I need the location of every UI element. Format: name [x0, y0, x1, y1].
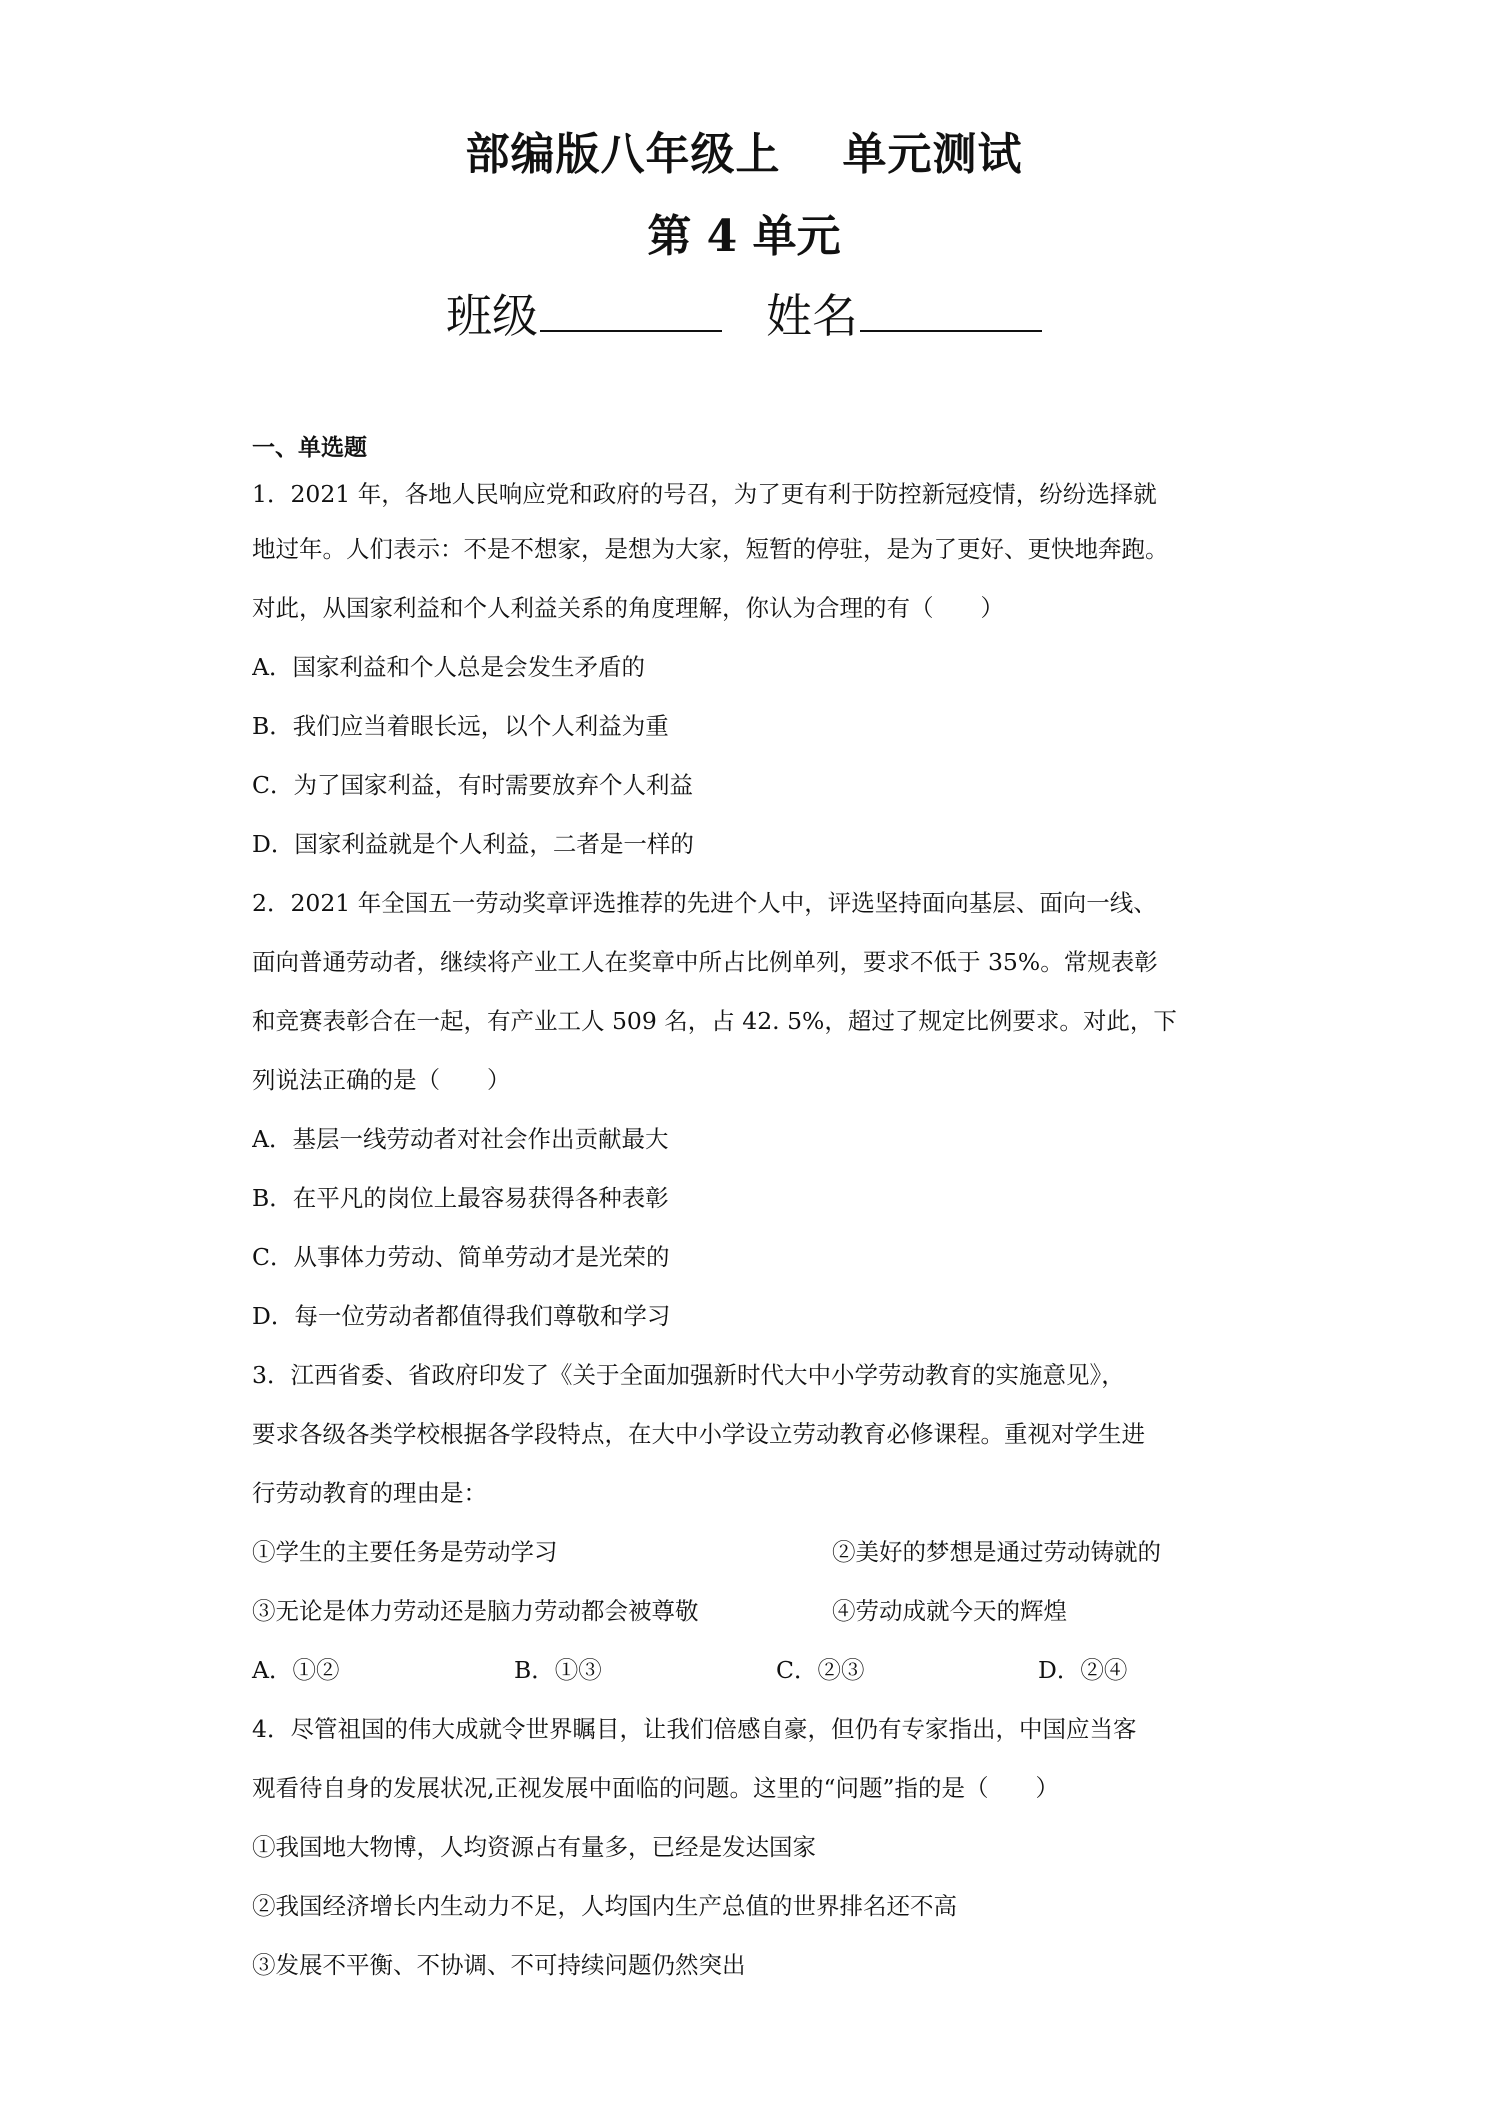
- statement-3: ③无论是体力劳动还是脑力劳动都会被尊敬: [252, 1597, 699, 1625]
- option-c: C．②③: [776, 1656, 865, 1684]
- option-a: A．基层一线劳动者对社会作出贡献最大: [252, 1125, 669, 1153]
- question-text-line: 面向普通劳动者，继续将产业工人在奖章中所占比例单列，要求不低于 35%。常规表彰: [252, 948, 1158, 976]
- option-b: B．①③: [514, 1656, 602, 1684]
- question-text-line: 行劳动教育的理由是：: [252, 1479, 487, 1507]
- unit-title: 第 4 单元: [647, 211, 841, 262]
- statement-4: ④劳动成就今天的辉煌: [832, 1597, 1067, 1625]
- title-grade: 部编版八年级上: [465, 129, 781, 180]
- name-label: 姓名: [766, 289, 858, 343]
- question-text-line: 2．2021 年全国五一劳动奖章评选推荐的先进个人中，评选坚持面向基层、面向一线、: [252, 889, 1157, 917]
- title-test: 单元测试: [842, 129, 1023, 180]
- statement-row: [252, 1582, 1250, 1641]
- question-text-line: 地过年。人们表示：不是不想家，是想为大家，短暂的停驻，是为了更好、更快地奔跑。: [252, 535, 1169, 563]
- statement-1: ①学生的主要任务是劳动学习: [252, 1538, 558, 1566]
- question-3: [252, 1346, 1250, 1700]
- question-text-line: 要求各级各类学校根据各学段特点，在大中小学设立劳动教育必修课程。重视对学生进: [252, 1420, 1145, 1448]
- option-row: [252, 1641, 1250, 1700]
- question-2: [252, 874, 1250, 1346]
- student-info: [0, 280, 1488, 346]
- class-blank[interactable]: [540, 290, 722, 332]
- statement-2: ②我国经济增长内生动力不足，人均国内生产总值的世界排名还不高: [252, 1892, 957, 1920]
- statement-row: [252, 1523, 1250, 1582]
- section-title: 一、单选题: [252, 434, 367, 461]
- statement-3: ③发展不平衡、不协调、不可持续问题仍然突出: [252, 1951, 746, 1979]
- option-d: D．②④: [1038, 1656, 1128, 1684]
- class-label: 班级: [446, 289, 538, 343]
- option-b: B．在平凡的岗位上最容易获得各种表彰: [252, 1184, 669, 1212]
- option-c: C．为了国家利益，有时需要放弃个人利益: [252, 771, 693, 799]
- questions: [252, 428, 1250, 1995]
- question-text-line: 列说法正确的是（ ）: [252, 1066, 511, 1094]
- exam-title: [0, 118, 1488, 182]
- option-a: A．①②: [252, 1656, 340, 1684]
- name-blank[interactable]: [860, 290, 1042, 332]
- question-text-line: 3．江西省委、省政府印发了《关于全面加强新时代大中小学劳动教育的实施意见》，: [252, 1361, 1125, 1389]
- statement-2: ②美好的梦想是通过劳动铸就的: [832, 1538, 1161, 1566]
- statement-1: ①我国地大物博，人均资源占有量多，已经是发达国家: [252, 1833, 816, 1861]
- question-4: [252, 1700, 1250, 1995]
- question-text-line: 4．尽管祖国的伟大成就令世界瞩目，让我们倍感自豪，但仍有专家指出，中国应当客: [252, 1715, 1137, 1743]
- option-a: A．国家利益和个人总是会发生矛盾的: [252, 653, 645, 681]
- question-text-line: 观看待自身的发展状况,正视发展中面临的问题。这里的“问题”指的是（ ）: [252, 1774, 1059, 1802]
- option-b: B．我们应当着眼长远，以个人利益为重: [252, 712, 669, 740]
- option-d: D．国家利益就是个人利益，二者是一样的: [252, 830, 694, 858]
- question-text-line: 对此，从国家利益和个人利益关系的角度理解，你认为合理的有（ ）: [252, 594, 1004, 622]
- option-d: D．每一位劳动者都值得我们尊敬和学习: [252, 1302, 671, 1330]
- option-c: C．从事体力劳动、简单劳动才是光荣的: [252, 1243, 670, 1271]
- question-text-line: 1．2021 年，各地人民响应党和政府的号召，为了更有利于防控新冠疫情，纷纷选择就: [252, 480, 1157, 508]
- question-text-line: 和竞赛表彰合在一起，有产业工人 509 名，占 42. 5%，超过了规定比例要求。对此，下: [252, 1007, 1177, 1035]
- question-1: [252, 468, 1250, 874]
